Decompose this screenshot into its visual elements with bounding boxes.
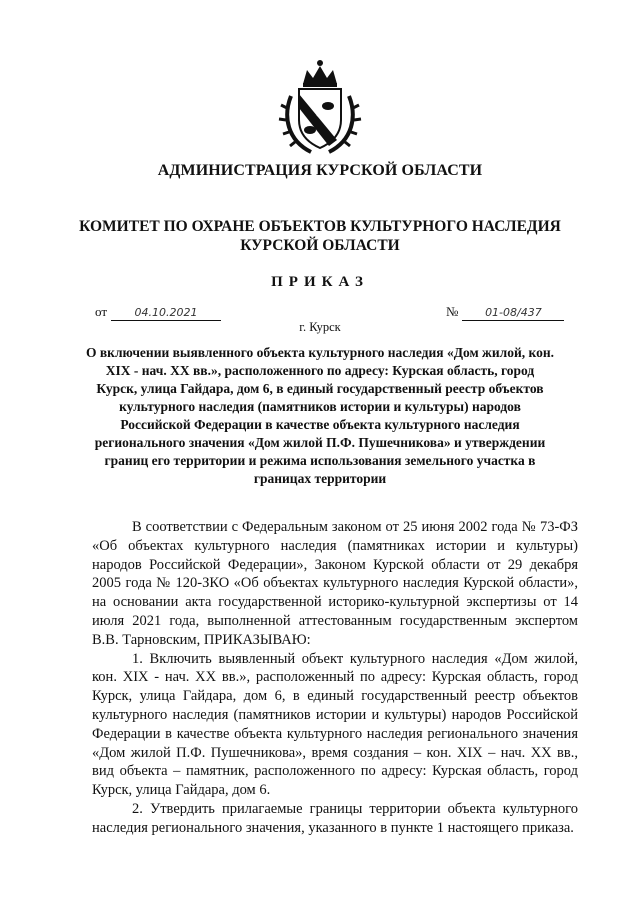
document-type-title: ПРИКАЗ <box>271 274 369 290</box>
date-prefix: от <box>95 304 108 319</box>
order-number <box>446 304 564 321</box>
administration-title: АДМИНИСТРАЦИЯ КУРСКОЙ ОБЛАСТИ <box>157 162 483 179</box>
date-value: 04.10.2021 <box>111 306 221 321</box>
city-label: г. Курск <box>299 320 341 334</box>
order-subject: О включении выявленного объекта культурного наследия «Дом жилой, кон. XIX - нач. XX вв.», расположенного по адресу: Курская область, город Курск, улица Гайдара, дом 6, в единый государственный реестр объектов культурного наследия (памятников истории и культуры) народов Российской Федерации в качестве объекта культурного наследия регионального значения «Дом жилой П.Ф. Пушечникова» и утверждении границ его территории и режима использования земельного участка в границах территории <box>86 345 554 486</box>
order-date <box>95 304 221 321</box>
preamble-paragraph: В соответствии с Федеральным законом от 25 июня 2002 года № 73-ФЗ «Об объектах культурного наследия (памятниках истории и культуры) народов Российской Федерации», Законом Курской области от 29 декабря 2005 года № 120-ЗКО «Об объектах культурного наследия Курской области», на основании акта государственной историко-культурной экспертизы от 14 июля 2021 года, выполненной аттестованным государственным экспертом В.В. Тарновским, ПРИКАЗЫВАЮ: <box>92 519 578 648</box>
clause-1-paragraph: 1. Включить выявленный объект культурного наследия «Дом жилой, кон. XIX - нач. XX вв.», расположенный по адресу: Курская область, город Курск, улица Гайдара, дом 6, в единый государственный реестр объектов культурного наследия (памятников истории и культуры) народов Российской Федерации в качестве объекта культурного наследия регионального значения «Дом жилой П.Ф. Пушечникова», время создания – кон. XIX – нач. XX вв., вид объекта – памятник, расположенного по адресу: Курская область, город Курск, улица Гайдара, дом 6. <box>92 650 578 799</box>
order-body <box>92 518 578 838</box>
number-value: 01-08/437 <box>462 306 564 321</box>
clause-2-paragraph: 2. Утвердить прилагаемые границы территории объекта культурного наследия регионального значения, указанного в пункте 1 настоящего приказа. <box>92 800 578 836</box>
committee-title: КОМИТЕТ ПО ОХРАНЕ ОБЪЕКТОВ КУЛЬТУРНОГО НАСЛЕДИЯ КУРСКОЙ ОБЛАСТИ <box>79 218 561 254</box>
kursk-coat-of-arms-icon <box>277 56 363 156</box>
number-prefix: № <box>446 304 459 319</box>
